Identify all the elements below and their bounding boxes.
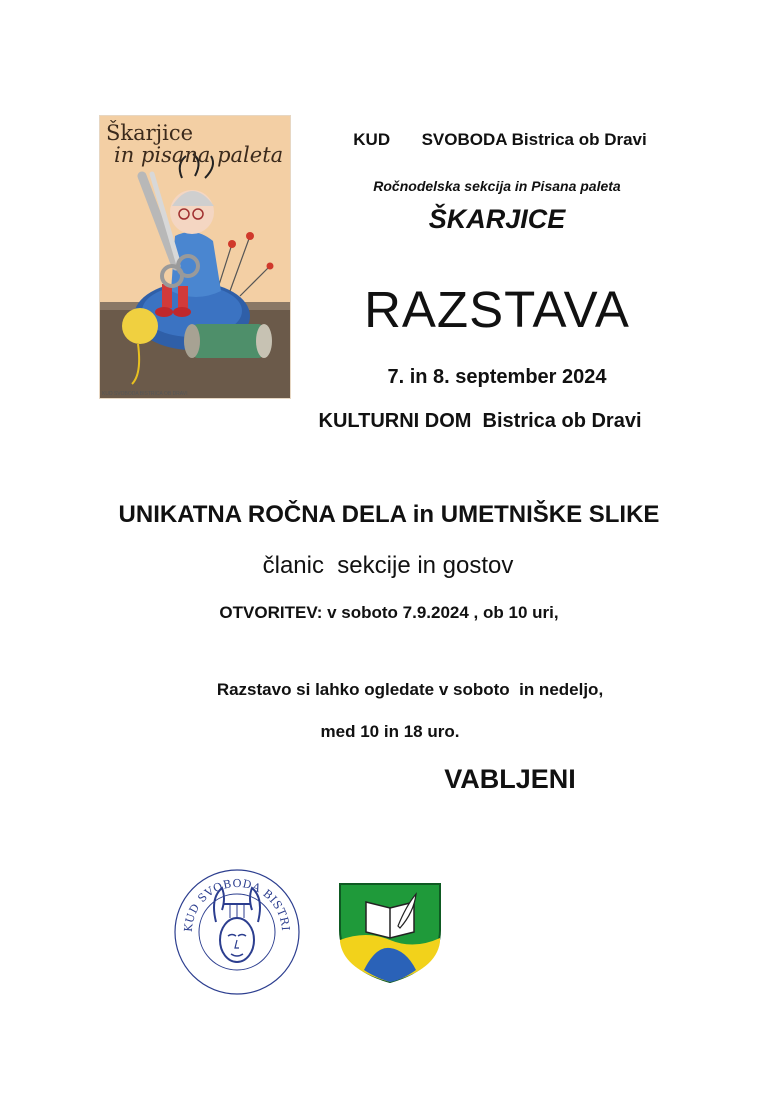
event-title: RAZSTAVA <box>364 281 630 338</box>
kud-seal-text: KUD SVOBODA BISTRI <box>181 876 293 933</box>
kud-seal-logo <box>172 860 302 998</box>
headline: UNIKATNA ROČNA DELA in UMETNIŠKE SLIKE <box>118 501 660 528</box>
invite-text: VABLJENI <box>444 764 576 794</box>
opening-info: OTVORITEV: v soboto 7.9.2024 , ob 10 uri, <box>219 603 559 622</box>
lyre-face-icon <box>172 860 302 998</box>
org-prefix: KUD <box>353 130 391 149</box>
municipality-crest <box>336 880 444 984</box>
poster-title <box>106 122 283 166</box>
book-quill-crest-icon <box>336 880 444 984</box>
org-line <box>330 130 670 150</box>
subline: članic sekcije in gostov <box>262 552 514 579</box>
poster-title-line1: Škarjice <box>106 121 194 145</box>
hours-line1: Razstavo si lahko ogledate v soboto in nedeljo, <box>216 680 604 699</box>
hours-line2: med 10 in 18 uro. <box>320 722 460 741</box>
event-dates: 7. in 8. september 2024 <box>387 366 607 388</box>
org-name: SVOBODA Bistrica ob Dravi <box>421 130 647 149</box>
section-name: Ročnodelska sekcija in Pisana paleta <box>373 178 621 194</box>
poster-footer: KUD SVOBODA BISTRICA OB DRAVI <box>102 391 188 397</box>
event-venue: KULTURNI DOM Bistrica ob Dravi <box>318 410 642 432</box>
group-name: ŠKARJICE <box>428 204 566 234</box>
poster-title-line2: in pisana paleta <box>114 143 284 167</box>
